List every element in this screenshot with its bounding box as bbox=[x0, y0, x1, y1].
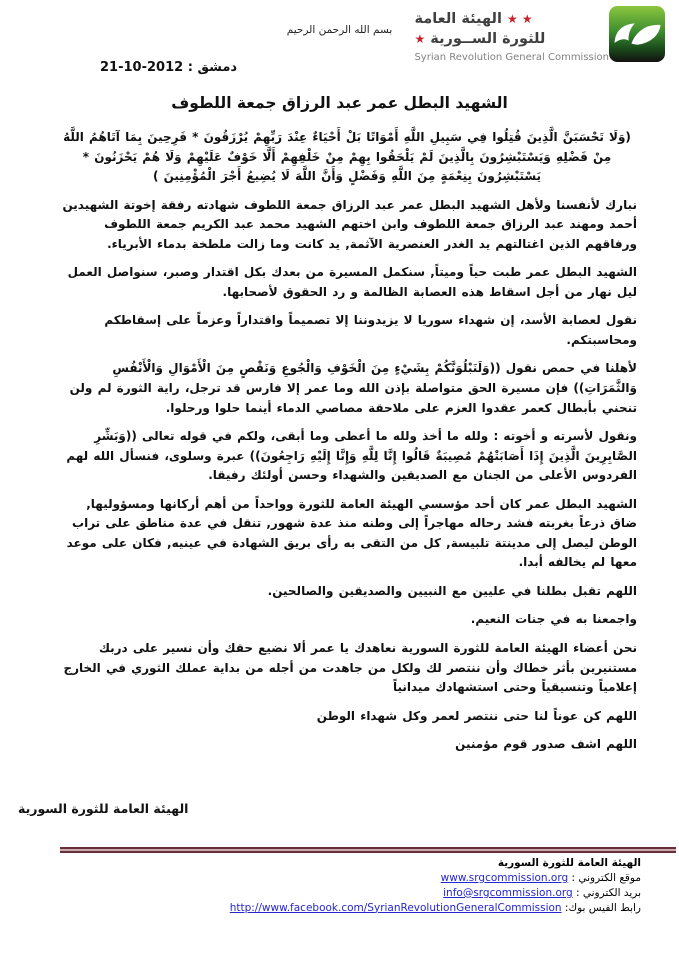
body-paragraph: نبارك لأنفسنا ولأهل الشهيد البطل عمر عبد الرزاق جمعة اللطوف شهادته رفقة إخوتة الشهيدين أحمد ومهند عبد الرزاق جمعة اللطوف وابن اختهم الشهيد محمد عبد الكريم جمعة اللطوف ورفاقهم الذين اغتالتهم يد الغدر العنصرية الآثمة, يد كانت وما زالت ملطخة بدماء الأبرياء. bbox=[62, 197, 637, 251]
star-icon: ★ ★ bbox=[507, 12, 533, 26]
bismillah-text: بسم الله الرحمن الرحيم bbox=[286, 24, 393, 36]
footer-email-line bbox=[0, 886, 641, 901]
body-paragraph: لأهلنا في حمص نقول ((وَلَنَبْلُوَنَّكُمْ بِشَيْءٍ مِنَ الْخَوْفِ وَالْجُوعِ وَنَقْصٍ مِنَ الْأَمْوَالِ وَالْأَنْفُسِ وَالثَّمَرَاتِ)) فإن مسيرة الحق متواصلة بإذن الله وما عمر إلا فارس قد ترجل، راية الثورة لم ولن تنحني بأبطال كعمر عقدوا العزم على ملاحقة مصاصي الدماء أينما حلوا ورحلوا. bbox=[69, 361, 637, 415]
facebook-link[interactable]: http://www.facebook.com/SyrianRevolutionGeneralCommission bbox=[229, 901, 562, 914]
star-icon: ★ bbox=[414, 31, 426, 46]
facebook-label: رابط الفيس بوك: bbox=[561, 901, 641, 914]
website-link[interactable]: www.srgcommission.org bbox=[440, 871, 569, 884]
footer-facebook-line bbox=[0, 901, 641, 916]
body-paragraph: الشهيد البطل عمر كان أحد مؤسسي الهيئة العامة للثورة وواحداً من أهم أركانها ومسؤوليها, ضاق ذرعاً بغربته فشد رحاله مهاجراً إلى وطنه منذ عدة شهور, تنقل في عدة مناطق على تراب الوطن ليصل إلى مدينتة تلبيسة, كل من التقى به رأى بريق الشهادة في عينيه, فكان على موعد معها لم يخالفه أبدا. bbox=[66, 496, 637, 570]
body-paragraph: الشهيد البطل عمر طبت حياً وميتاً, سنكمل المسيرة من بعدك بكل اقتدار وصبر، سنواصل العمل ليل نهار من أجل اسقاط هذه العصابة الظالمة و رد الحقوق لأصحابها. bbox=[67, 265, 637, 299]
website-label: موقع الكتروني : bbox=[568, 871, 641, 884]
logo-name-line2: للثورة الســورية ★ bbox=[414, 30, 546, 47]
logo-caption-en: Syrian Revolution General Commission bbox=[414, 52, 609, 64]
srgc-logo-block bbox=[414, 6, 671, 64]
logo-name-line1: ★ ★ الهيئة العامة bbox=[414, 11, 533, 27]
body-paragraph: نحن أعضاء الهيئة العامة للثورة السورية نعاهدك يا عمر ألا نضيع حقك وأن نسير على دربك مستنيرين بأثر خطاك وأن ننتصر لك ولكل من جاهدت من أجله من بداية عملك الثوري في الخارج إعلامياً وتنسيقياً وحتى استشهادك ميدانياً bbox=[63, 641, 637, 695]
srgc-logo-text bbox=[414, 6, 609, 63]
document-body bbox=[0, 124, 679, 755]
body-paragraph: اللهم اشف صدور قوم مؤمنين bbox=[455, 737, 637, 752]
body-paragraph: واجمعنا به في جنات النعيم. bbox=[470, 612, 637, 627]
page-title: الشهيد البطل عمر عبد الرزاق جمعة اللطوف bbox=[171, 94, 508, 112]
page-footer bbox=[0, 847, 679, 916]
footer-divider bbox=[60, 847, 676, 853]
email-label: بريد الكتروني : bbox=[572, 886, 641, 899]
date-city-line: دمشق : 2012-10-21 bbox=[100, 60, 238, 75]
footer-org-name: الهيئة العامة للثورة السورية bbox=[497, 857, 641, 869]
email-link[interactable]: info@srgcommission.org bbox=[443, 886, 573, 899]
footer-website-line bbox=[0, 871, 641, 886]
body-paragraph: (وَلَا تَحْسَبَنَّ الَّذِينَ قُتِلُوا فِي سَبِيلِ اللَّهِ أَمْوَاتًا بَلْ أَحْيَاءٌ عِنْدَ رَبِّهِمْ يُرْزَقُونَ * فَرِحِينَ بِمَا آتَاهُمُ اللَّهُ مِنْ فَضْلِهِ وَيَسْتَبْشِرُونَ بِالَّذِينَ لَمْ يَلْحَقُوا بِهِمْ مِنْ خَلْفِهِمْ أَلَّا خَوْفٌ عَلَيْهِمْ وَلَا هُمْ يَحْزَنُونَ * يَسْتَبْشِرُونَ بِنِعْمَةٍ مِنَ اللَّهِ وَفَضْلٍ وَأَنَّ اللَّهَ لَا يُضِيعُ أَجْرَ الْمُؤْمِنِينَ ) bbox=[63, 130, 631, 184]
body-paragraph: ونقول لأسرته و أخوته : ولله ما أخذ ولله ما أعطى وما أبقى، ولكم في قوله تعالى ((وَبَشِّرِ الصَّابِرِينَ الَّذِينَ إِذَا أَصَابَتْهُمْ مُصِيبَةٌ قَالُوا إِنَّا لِلَّهِ وَإِنَّا إِلَيْهِ رَاجِعُونَ)) عبرة وسلوى، فنسأل الله لهم الفردوس الأعلى من الجنان مع الصديقين والشهداء وحسن أولئك رفيقا. bbox=[66, 429, 637, 483]
body-paragraph: اللهم تقبل بطلنا في عليين مع النبيين والصديقين والصالحين. bbox=[267, 583, 637, 598]
page-header bbox=[0, 0, 679, 124]
body-paragraph: نقول لعصابة الأسد، إن شهداء سوريا لا يزيدوننا إلا تصميماً واقتداراً وعزماً على إسقاطكم ومحاسبتكم. bbox=[104, 313, 637, 347]
srgc-emblem-icon bbox=[609, 6, 665, 62]
body-paragraph: اللهم كن عوناً لنا حتى ننتصر لعمر وكل شهداء الوطن bbox=[316, 708, 637, 723]
signature-line: الهيئة العامة للثورة السورية bbox=[18, 800, 189, 816]
